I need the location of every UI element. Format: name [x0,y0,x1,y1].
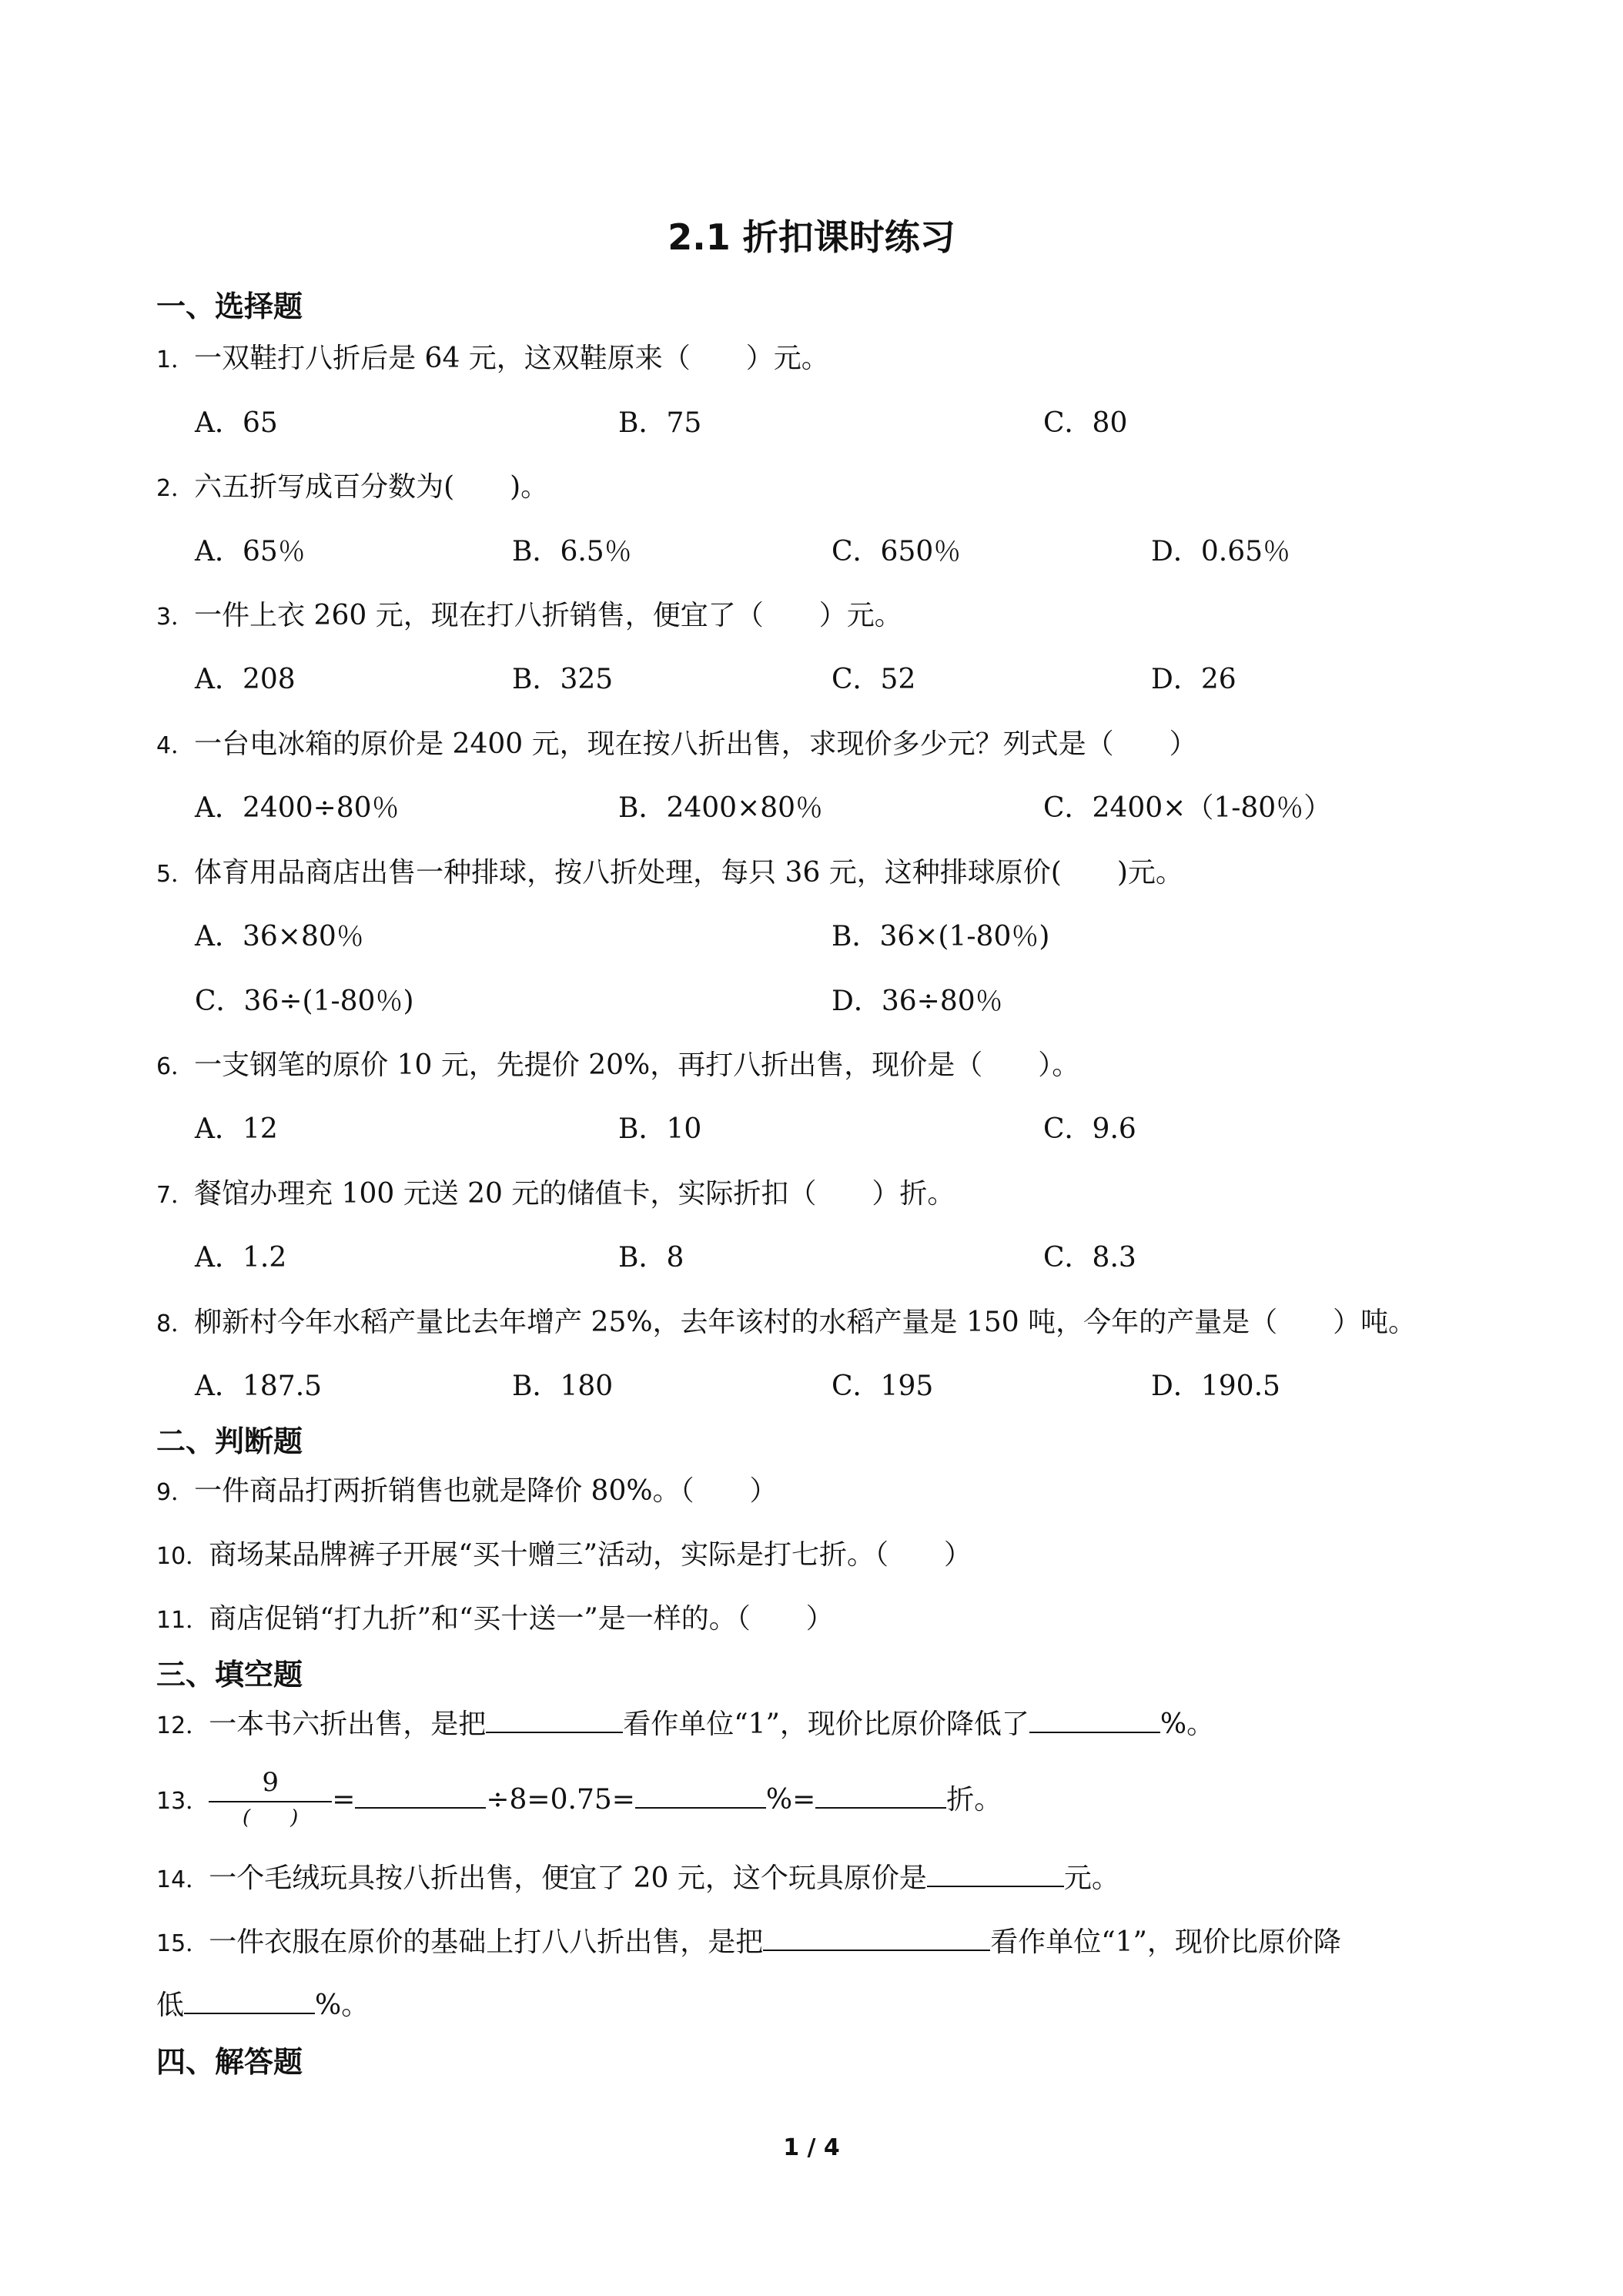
page-title: 2.1 折扣课时练习 [668,216,955,258]
question-text: 一双鞋打八折后是 64 元，这双鞋原来（ ）元。 [194,343,829,374]
question-15 [156,1919,1341,1967]
question-11 [156,1596,834,1644]
answer-blank[interactable] [815,1779,946,1809]
section-heading-choice: 一、选择题 [156,290,303,323]
q4-option-b: B．2400×80％ [618,792,824,824]
q3-option-a: A．208 [195,664,296,695]
q8-option-d: D．190.5 [1151,1371,1280,1402]
question-10 [156,1532,972,1580]
question-number: 12． [156,1712,209,1739]
question-text: 低 [156,1990,185,2021]
q8-option-a: A．187.5 [195,1371,323,1402]
fraction [209,1767,332,1836]
question-text: 一支钢笔的原价 10 元，先提价 20%，再打八折出售，现价是（ ）。 [194,1049,1080,1081]
q1-option-c: C．80 [1043,407,1128,439]
question-number: 14． [156,1866,209,1893]
question-12 [156,1702,1214,1749]
q6-option-b: B．10 [618,1113,702,1145]
q7-option-c: C．8.3 [1043,1242,1136,1274]
q5-option-b: B．36×(1-80％) [832,921,1050,952]
question-3 [156,593,902,641]
q5-option-c: C．36÷(1-80％) [195,986,414,1017]
answer-blank[interactable] [1029,1704,1160,1733]
question-text: 商店促销“打九折”和“买十送一”是一样的。（ ） [209,1603,834,1635]
question-text: = [332,1784,356,1816]
question-text: 看作单位“1”，现价比原价降 [990,1926,1341,1958]
question-text: %= [765,1784,816,1816]
answer-blank[interactable] [635,1779,766,1809]
q2-option-d: D．0.65％ [1151,536,1291,567]
question-number: 9． [156,1479,195,1506]
question-number: 15． [156,1930,209,1957]
question-number: 5． [156,861,195,888]
q2-option-a: A．65％ [195,536,306,567]
q3-option-c: C．52 [832,664,916,695]
q5-option-d: D．36÷80％ [832,986,1003,1017]
question-text: 元。 [1063,1863,1119,1894]
q6-option-a: A．12 [195,1113,278,1145]
section-heading-fill-in: 三、填空题 [156,1658,303,1692]
question-number: 1． [156,346,195,373]
question-text: 折。 [946,1784,1002,1816]
question-number: 2． [156,475,195,502]
question-5 [156,850,1183,898]
q1-option-b: B．75 [618,407,702,439]
question-number: 4． [156,732,195,759]
question-number: 7． [156,1182,195,1209]
q3-option-b: B．325 [512,664,614,695]
q7-option-a: A．1.2 [195,1242,287,1274]
answer-blank[interactable] [486,1704,623,1733]
question-text: 餐馆办理充 100 元送 20 元的储值卡，实际折扣（ ）折。 [194,1178,955,1210]
q1-option-a: A．65 [195,407,278,439]
question-13 [156,1766,1002,1836]
question-14 [156,1856,1119,1903]
question-number: 13． [156,1788,209,1815]
fraction-denominator-blank[interactable]: ( ) [243,1806,299,1829]
question-number: 8． [156,1310,195,1337]
answer-blank[interactable] [355,1779,486,1809]
answer-blank[interactable] [927,1858,1064,1887]
fraction-numerator: 9 [262,1767,279,1798]
question-text: 商场某品牌裤子开展“买十赠三”活动，实际是打七折。（ ） [209,1539,972,1571]
q8-option-b: B．180 [512,1371,614,1402]
q6-option-c: C．9.6 [1043,1113,1136,1145]
question-number: 6． [156,1053,195,1080]
question-text: ÷8=0.75= [486,1784,635,1816]
answer-blank[interactable] [184,1985,315,2014]
q5-option-a: A．36×80％ [195,921,364,952]
question-15-continued [156,1983,369,2029]
q7-option-b: B．8 [618,1242,684,1274]
question-text: 柳新村今年水稻产量比去年增产 25%，去年该村的水稻产量是 150 吨，今年的产量是（ ）吨。 [194,1307,1417,1338]
q4-option-a: A．2400÷80％ [195,792,400,824]
fraction-bar [209,1801,332,1802]
question-8 [156,1300,1416,1347]
question-9 [156,1468,778,1516]
page-number: 1 / 4 [783,2134,840,2161]
question-text: 六五折写成百分数为( )。 [194,471,549,503]
question-1 [156,336,829,383]
section-heading-judgment: 二、判断题 [156,1424,303,1458]
question-number: 10． [156,1543,209,1570]
question-text: %。 [1160,1709,1215,1740]
question-number: 3． [156,604,195,631]
question-text: 一本书六折出售，是把 [209,1709,487,1740]
question-text: 一件商品打两折销售也就是降价 80%。（ ） [194,1475,778,1507]
question-text: %。 [315,1990,370,2021]
answer-blank[interactable] [763,1922,990,1951]
question-number: 11． [156,1607,209,1634]
question-text: 看作单位“1”，现价比原价降低了 [623,1709,1029,1740]
question-text: 体育用品商店出售一种排球，按八折处理，每只 36 元，这种排球原价( )元。 [194,857,1183,889]
question-text: 一件上衣 260 元，现在打八折销售，便宜了（ ）元。 [194,600,902,631]
q2-option-b: B．6.5％ [512,536,632,567]
question-text: 一台电冰箱的原价是 2400 元，现在按八折出售，求现价多少元？列式是（ ） [194,728,1197,760]
q4-option-c: C．2400×（1-80％） [1043,792,1332,824]
question-7 [156,1171,955,1219]
question-6 [156,1043,1079,1090]
q8-option-c: C．195 [832,1371,934,1402]
section-heading-answer: 四、解答题 [156,2045,303,2079]
q2-option-c: C．650％ [832,536,962,567]
question-4 [156,721,1197,769]
question-text: 一件衣服在原价的基础上打八八折出售，是把 [209,1926,764,1958]
question-text: 一个毛绒玩具按八折出售，便宜了 20 元，这个玩具原价是 [209,1863,927,1894]
q3-option-d: D．26 [1151,664,1236,695]
question-2 [156,464,548,512]
